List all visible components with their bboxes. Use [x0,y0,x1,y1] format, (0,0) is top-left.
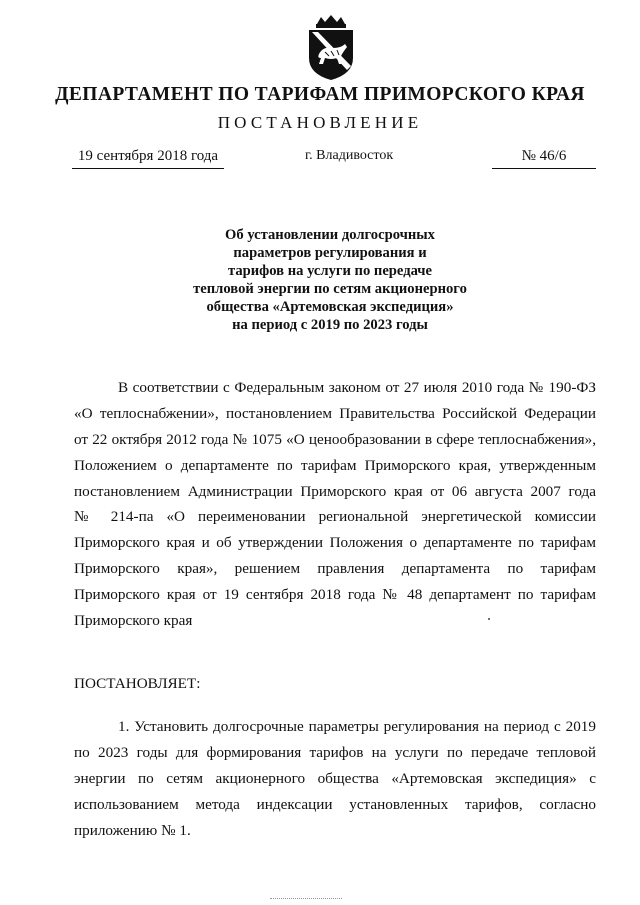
clause-line: 1. Установить долгосрочные параметры регулирования на период с 2019 [118,718,596,735]
document-heading [130,226,530,334]
heading-line: на период с 2019 по 2023 годы [232,317,428,333]
document-date: 19 сентября 2018 года [72,148,224,169]
coat-of-arms-emblem [303,14,359,82]
clause-line: по 2023 годы для формирования тарифов на услуги по передаче тепловой [74,743,596,761]
scan-dot [488,618,490,620]
preamble-line: постановлением Администрации Приморского края от 06 августа 2007 года [74,482,596,500]
preamble-line: Приморского края», решением правления департамента по тарифам [74,560,596,578]
preamble-paragraph [74,375,596,634]
primorsky-coat-of-arms-icon [303,14,359,82]
preamble-line: «О теплоснабжении», постановлением Правительства Российской Федерации [74,404,596,422]
page-bottom-mark [270,898,342,902]
preamble-line: Приморского края и об утверждении Положения о департаменте по тарифам [74,534,596,552]
preamble-line: от 22 октября 2012 года № 1075 «О ценообразовании в сфере теплоснабжения», [74,430,596,448]
clause-1-paragraph [74,714,596,843]
document-type: ПОСТАНОВЛЕНИЕ [217,113,423,132]
clause-line: использованием метода индексации установленных тарифов, согласно [74,795,596,813]
heading-line: тепловой энергии по сетям акционерного [193,281,467,297]
clause-line: приложению № 1. [74,821,191,839]
decree-word: ПОСТАНОВЛЯЕТ: [74,675,201,692]
preamble-line: № 214-па «О переименовании региональной энергетической комиссии [74,508,596,526]
preamble-line: В соответствии с Федеральным законом от 27 июля 2010 года № 190-ФЗ [118,379,596,396]
heading-line: общества «Артемовская экспедиция» [206,299,454,315]
heading-line: параметров регулирования и [233,245,427,261]
document-number: № 46/6 [492,148,596,169]
preamble-line: Приморского края [74,612,193,630]
preamble-line: Приморского края от 19 сентября 2018 года № 48 департамент по тарифам [74,586,596,604]
preamble-line: Положением о департаменте по тарифам Приморского края, утвержденным [74,456,596,474]
department-title: ДЕПАРТАМЕНТ ПО ТАРИФАМ ПРИМОРСКОГО КРАЯ [55,84,585,105]
heading-line: тарифов на услуги по передаче [227,263,433,279]
document-city: г. Владивосток [305,148,394,163]
heading-line: Об установлении долгосрочных [225,227,435,243]
clause-line: энергии по сетям акционерного общества «Артемовская экспедиция» с [74,769,596,787]
